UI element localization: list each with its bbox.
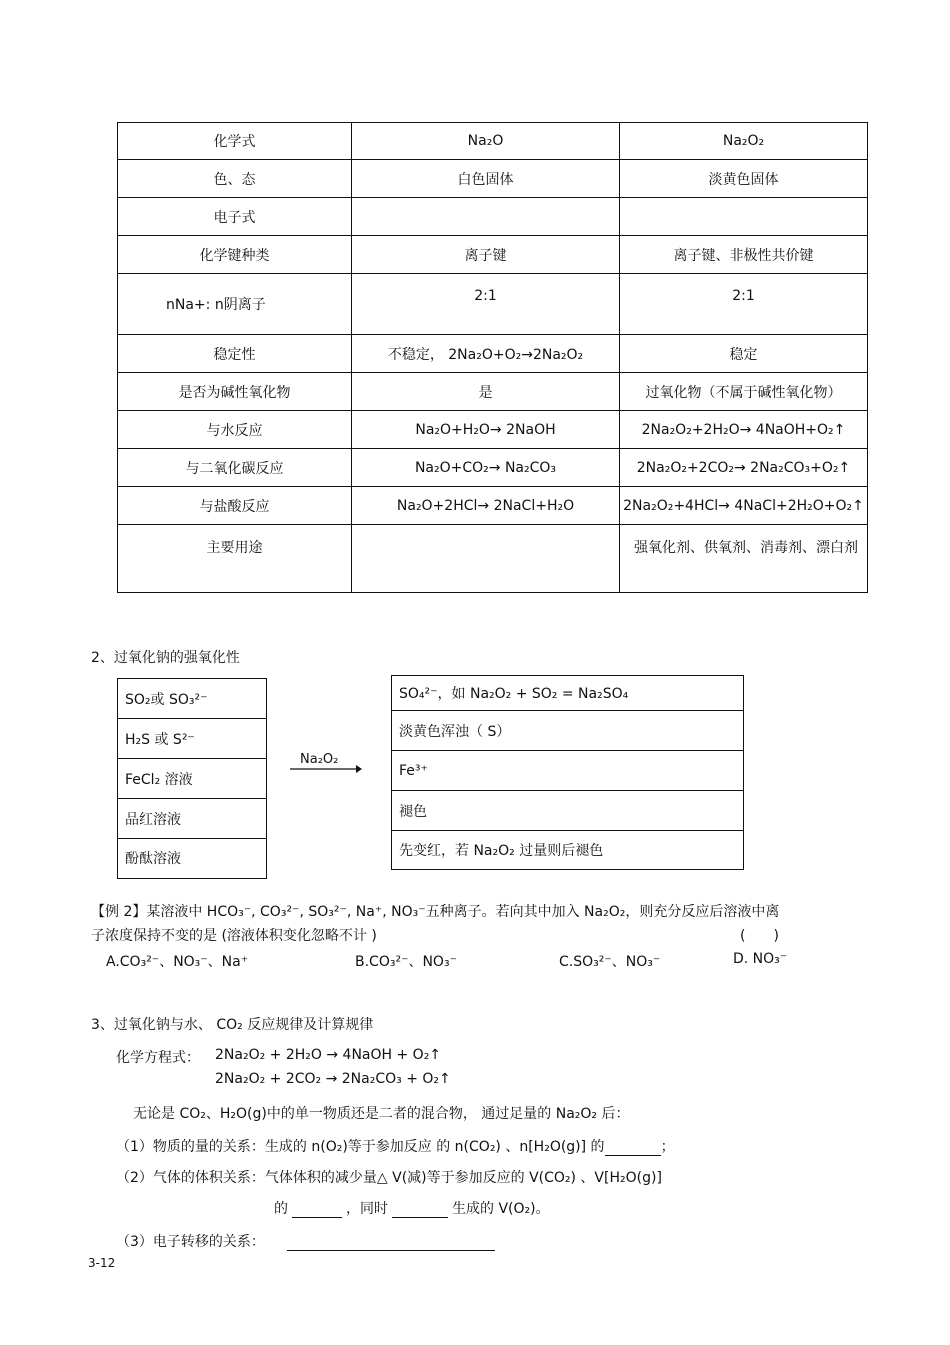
na2o2-cell: Na₂O₂ (620, 123, 868, 160)
reactant-item: SO₂或 SO₃²⁻ (118, 679, 266, 719)
equation-1: 2Na₂O₂ + 2H₂O → 4NaOH + O₂↑ (215, 1047, 442, 1063)
na2o-cell: 是 (352, 373, 620, 411)
product-item: 淡黄色浑浊（ S） (392, 711, 743, 751)
product-list (391, 675, 744, 870)
intro-text: 无论是 CO₂、H₂O(g)中的单一物质还是二者的混合物， 通过足量的 Na₂O₂ 后： (133, 1106, 630, 1122)
table-row (118, 487, 868, 525)
row-label: 化学键种类 (118, 236, 352, 274)
na2o-cell: 2:1 (352, 274, 620, 335)
blank-line (292, 1203, 342, 1218)
na2o-cell: 离子键 (352, 236, 620, 274)
option-a: A.CO₃²⁻、NO₃⁻、Na⁺ (106, 954, 249, 970)
na2o2-cell: 2Na₂O₂+4HCl→ 4NaCl+2H₂O+O₂↑ (620, 487, 868, 525)
row-label: 与二氧化碳反应 (118, 449, 352, 487)
reactant-list (117, 678, 267, 879)
na2o2-cell: 稳定 (620, 335, 868, 373)
row-label: nNa+: n阴离子 (118, 274, 352, 335)
reactant-item: FeCl₂ 溶液 (118, 759, 266, 799)
product-item: Fe³⁺ (392, 751, 743, 791)
na2o2-cell: 2:1 (620, 274, 868, 335)
na2o2-cell: 2Na₂O₂+2CO₂→ 2Na₂CO₃+O₂↑ (620, 449, 868, 487)
arrow-label: Na₂O₂ (300, 752, 339, 767)
reactant-item: H₂S 或 S²⁻ (118, 719, 266, 759)
na2o2-cell: 过氧化物（不属于碱性氧化物） (620, 373, 868, 411)
row-label: 主要用途 (118, 525, 352, 593)
na2o2-cell: 离子键、非极性共价键 (620, 236, 868, 274)
option-b: B.CO₃²⁻、NO₃⁻ (355, 954, 457, 970)
table-row (118, 274, 868, 335)
na2o-cell: Na₂O (352, 123, 620, 160)
na2o2-cell (620, 198, 868, 236)
na2o-cell: 不稳定， 2Na₂O+O₂→2Na₂O₂ (352, 335, 620, 373)
item-3: （3）电子转移的关系： (116, 1231, 495, 1251)
na2o-cell: Na₂O+H₂O→ 2NaOH (352, 411, 620, 449)
equation-label: 化学方程式： (116, 1050, 200, 1066)
section2-title: 2、过氧化钠的强氧化性 (91, 650, 240, 666)
page-number: 3-12 (88, 1256, 116, 1270)
na2o-cell (352, 198, 620, 236)
product-item: 褪色 (392, 791, 743, 831)
product-item: 先变红，若 Na₂O₂ 过量则后褪色 (399, 842, 604, 859)
arrow-icon (290, 764, 362, 774)
example-line2: 子浓度保持不变的是 (溶液体积变化忽略不计 ) (91, 928, 377, 944)
comparison-table (117, 122, 868, 593)
item-2-continued: 的 ，同时 生成的 V(O₂)。 (274, 1201, 550, 1217)
option-c: C.SO₃²⁻、NO₃⁻ (559, 954, 661, 970)
table-row (118, 449, 868, 487)
item-1: （1）物质的量的关系：生成的 n(O₂)等于参加反应 的 n(CO₂) 、n[H₂O(g)] 的 ； (116, 1139, 675, 1155)
row-label: 化学式 (118, 123, 352, 160)
na2o-cell (352, 525, 620, 593)
row-label: 与水反应 (118, 411, 352, 449)
row-label: 电子式 (118, 198, 352, 236)
table-row (118, 123, 868, 160)
row-label: 稳定性 (118, 335, 352, 373)
na2o2-cell: 强氧化剂、供氧剂、消毒剂、漂白剂 (620, 525, 868, 593)
na2o2-cell: 2Na₂O₂+2H₂O→ 4NaOH+O₂↑ (620, 411, 868, 449)
reactant-item: 品红溶液 (118, 799, 266, 839)
product-item: SO₄²⁻，如 Na₂O₂ + SO₂ = Na₂SO₄ (392, 676, 743, 711)
answer-bracket: ( ) (740, 928, 779, 944)
table-row (118, 160, 868, 198)
blank-line (605, 1141, 661, 1156)
na2o2-cell: 淡黄色固体 (620, 160, 868, 198)
example-line1: 【例 2】某溶液中 HCO₃⁻, CO₃²⁻, SO₃²⁻, Na⁺, NO₃⁻五种离子。若向其中加入 Na₂O₂，则充分反应后溶液中离 (91, 904, 780, 920)
na2o-cell: Na₂O+2HCl→ 2NaCl+H₂O (352, 487, 620, 525)
blank-line (392, 1203, 448, 1218)
table-row (118, 373, 868, 411)
option-d: D. NO₃⁻ (733, 951, 788, 967)
row-label: 与盐酸反应 (118, 487, 352, 525)
row-label: 色、态 (118, 160, 352, 198)
section3-title: 3、过氧化钠与水、 CO₂ 反应规律及计算规律 (91, 1017, 374, 1033)
item-2: （2）气体的体积关系：气体体积的减少量△ V(减)等于参加反应的 V(CO₂) 、V[H₂O(g)] (116, 1170, 662, 1186)
na2o-cell: Na₂O+CO₂→ Na₂CO₃ (352, 449, 620, 487)
equation-2: 2Na₂O₂ + 2CO₂ → 2Na₂CO₃ + O₂↑ (215, 1071, 451, 1087)
row-label: 是否为碱性氧化物 (118, 373, 352, 411)
na2o-cell: 白色固体 (352, 160, 620, 198)
table-row (118, 198, 868, 236)
table-row (118, 236, 868, 274)
table-row (118, 335, 868, 373)
reactant-item: 酚酞溶液 (125, 851, 181, 867)
table-row (118, 411, 868, 449)
blank-line (287, 1236, 495, 1251)
table-row (118, 525, 868, 593)
